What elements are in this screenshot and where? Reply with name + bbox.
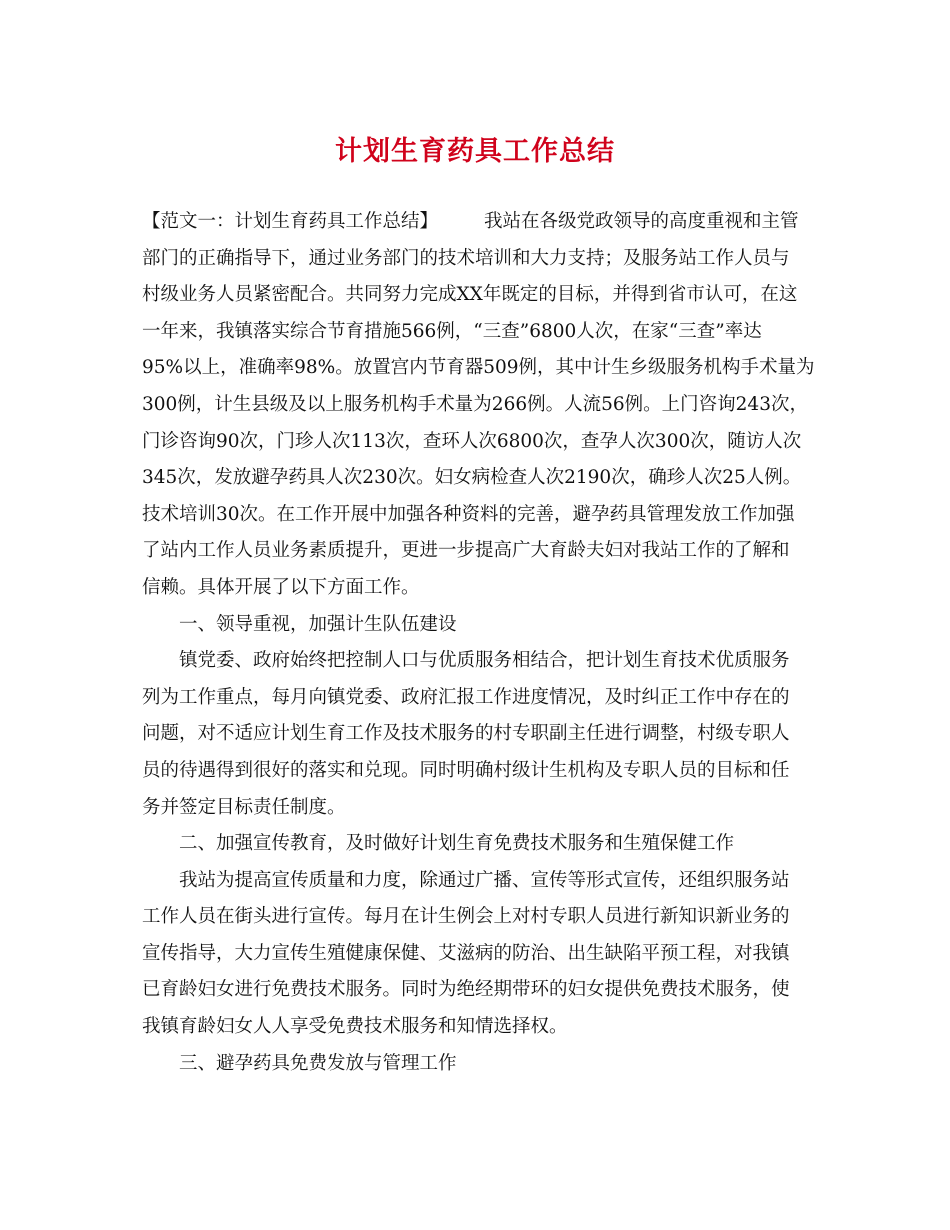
paragraph-line: 已育龄妇女进行免费技术服务。同时为绝经期带环的妇女提供免费技术服务，使 — [142, 979, 790, 1001]
paragraph-line: 345次，发放避孕药具人次230次。妇女病检查人次2190次，确珍人次25人例。 — [142, 467, 802, 489]
paragraph-line: 门诊咨询90次，门珍人次113次，查环人次6800次，查孕人次300次，随访人次 — [142, 430, 802, 452]
paragraph-line: 务并签定目标责任制度。 — [142, 796, 346, 818]
paragraph-line: 了站内工作人员业务素质提升，更进一步提高广大育龄夫妇对我站工作的了解和 — [142, 540, 790, 562]
paragraph-line: 信赖。具体开展了以下方面工作。 — [142, 576, 420, 598]
paragraph-line: 列为工作重点，每月向镇党委、政府汇报工作进度情况，及时纠正工作中存在的 — [142, 686, 790, 708]
paragraph-line: 一年来，我镇落实综合节育措施566例，“三查”6800人次，在家“三查”率达 — [142, 320, 762, 342]
paragraph-line: 员的待遇得到很好的落实和兑现。同时明确村级计生机构及专职人员的目标和任 — [142, 759, 790, 781]
document-body — [142, 204, 815, 1082]
paragraph-line: 我站为提高宣传质量和力度，除通过广播、宣传等形式宣传，还组织服务站 — [179, 869, 790, 891]
paragraph-line: 村级业务人员紧密配合。共同努力完成XX年既定的目标，并得到省市认可，在这 — [142, 284, 798, 306]
paragraph-line — [142, 204, 812, 241]
paragraph-text: 我站在各级党政领导的高度重视和主管 — [484, 211, 799, 232]
paragraph-line: 300例，计生县级及以上服务机构手术量为266例。人流56例。上门咨询243次， — [142, 393, 808, 415]
paragraph-line: 宣传指导，大力宣传生殖健康保健、艾滋病的防治、出生缺陷平预工程，对我镇 — [142, 942, 790, 964]
section-heading: 一、领导重视，加强计生队伍建设 — [179, 613, 457, 635]
paragraph-line: 95%以上，准确率98%。放置宫内节育器509例，其中计生乡级服务机构手术量为 — [142, 357, 815, 379]
paragraph-line: 技术培训30次。在工作开展中加强各种资料的完善，避孕药具管理发放工作加强 — [142, 503, 795, 525]
section-heading-inline: 【范文一：计划生育药具工作总结】 — [142, 211, 439, 232]
paragraph-line: 我镇育龄妇女人人享受免费技术服务和知情选择权。 — [142, 1016, 568, 1038]
paragraph-line: 镇党委、政府始终把控制人口与优质服务相结合，把计划生育技术优质服务 — [179, 650, 790, 672]
paragraph-line: 工作人员在街头进行宣传。每月在计生例会上对村专职人员进行新知识新业务的 — [142, 906, 790, 928]
paragraph-line: 问题，对不适应计划生育工作及技术服务的村专职副主任进行调整，村级专职人 — [142, 723, 790, 745]
paragraph-line: 部门的正确指导下，通过业务部门的技术培训和大力支持；及服务站工作人员与 — [142, 247, 790, 269]
section-heading: 二、加强宣传教育，及时做好计划生育免费技术服务和生殖保健工作 — [179, 833, 735, 855]
section-heading: 三、避孕药具免费发放与管理工作 — [179, 1052, 457, 1074]
document-title: 计划生育药具工作总结 — [335, 136, 615, 167]
